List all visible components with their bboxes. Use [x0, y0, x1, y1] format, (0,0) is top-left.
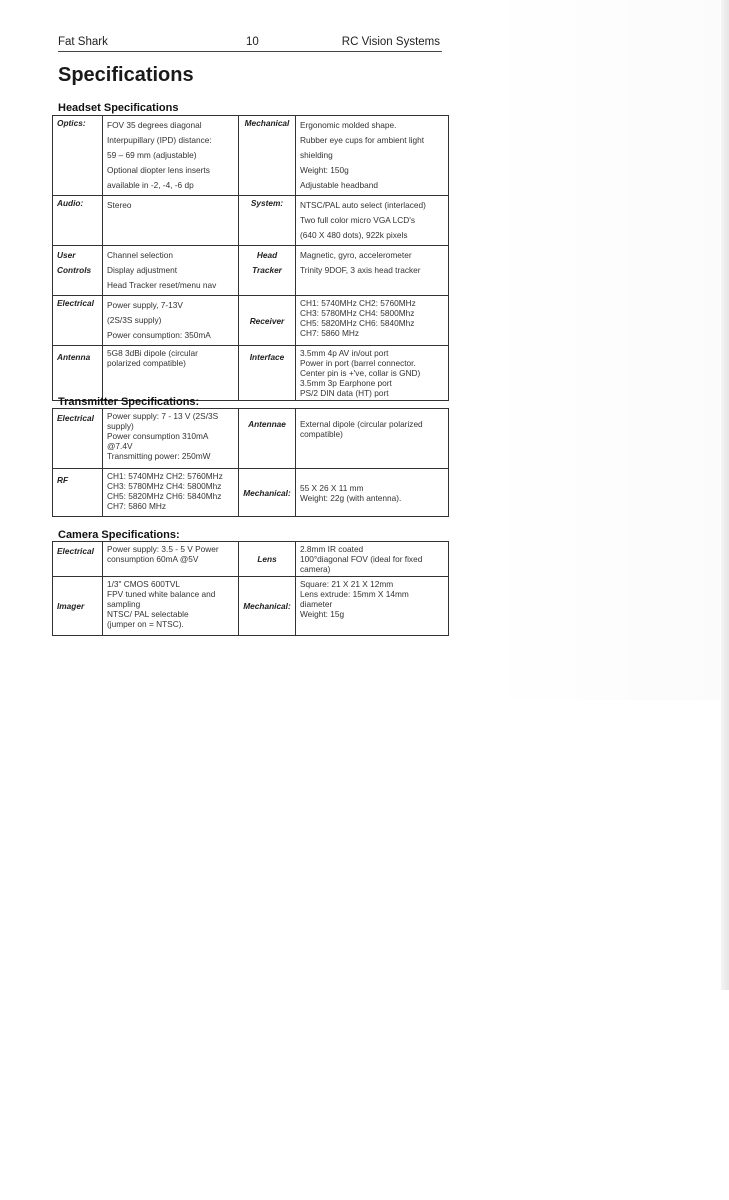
table-row	[53, 577, 449, 636]
spec-value: Channel selection Display adjustment Head Tracker reset/menu nav	[103, 246, 239, 296]
spec-label: Interface	[239, 346, 296, 401]
spec-value: Power supply: 3.5 - 5 V Power consumption 60mA @5V	[103, 542, 239, 577]
spec-label: Lens	[239, 542, 296, 577]
page-title: Specifications	[58, 64, 194, 86]
spec-label: Audio:	[53, 196, 103, 246]
transmitter-spec-table	[52, 408, 449, 517]
spec-label: Imager	[53, 577, 103, 636]
spec-value: CH1: 5740MHz CH2: 5760MHz CH3: 5780MHz CH4: 5800Mhz CH5: 5820MHz CH6: 5840Mhz CH7: 5860 MHz	[103, 469, 239, 517]
spec-value: Power supply: 7 - 13 V (2S/3S supply) Power consumption 310mA @7.4V Transmitting power: 250mW	[103, 409, 239, 469]
table-row	[53, 409, 449, 469]
spec-label: Antennae	[239, 409, 296, 469]
scan-edge	[721, 0, 729, 990]
table-row	[53, 346, 449, 401]
spec-value: 3.5mm 4p AV in/out port Power in port (barrel connector. Center pin is +'ve, collar is GND) 3.5mm 3p Earphone port PS/2 DIN data (HT) port	[296, 346, 449, 401]
table-row	[53, 296, 449, 346]
page-header	[58, 35, 442, 52]
page-number: 10	[246, 36, 259, 48]
spec-label: Mechanical:	[239, 469, 296, 517]
camera-spec-table	[52, 541, 449, 636]
spec-value: FOV 35 degrees diagonal Interpupillary (IPD) distance: 59 – 69 mm (adjustable) Optional diopter lens inserts available in -2, -4, -6 dp	[103, 116, 239, 196]
table-row	[53, 542, 449, 577]
spec-value: 5G8 3dBi dipole (circular polarized compatible)	[103, 346, 239, 401]
spec-value: 1/3" CMOS 600TVL FPV tuned white balance and sampling NTSC/ PAL selectable (jumper on = NTSC).	[103, 577, 239, 636]
table-row	[53, 469, 449, 517]
spec-value: CH1: 5740MHz CH2: 5760MHz CH3: 5780MHz CH4: 5800Mhz CH5: 5820MHz CH6: 5840Mhz CH7: 5860 MHz	[296, 296, 449, 346]
spec-label: Electrical	[53, 409, 103, 469]
header-brand: Fat Shark	[58, 36, 108, 48]
spec-label: Mechanical:	[239, 577, 296, 636]
table-row	[53, 116, 449, 196]
camera-section-title: Camera Specifications:	[58, 529, 180, 541]
spec-value: Ergonomic molded shape. Rubber eye cups for ambient light shielding Weight: 150g Adjustable headband	[296, 116, 449, 196]
spec-label: Electrical	[53, 296, 103, 346]
spec-label: Optics:	[53, 116, 103, 196]
spec-value: External dipole (circular polarized compatible)	[296, 409, 449, 469]
scan-shadow	[480, 0, 720, 700]
spec-value: Square: 21 X 21 X 12mm Lens extrude: 15mm X 14mm diameter Weight: 15g	[296, 577, 449, 636]
spec-label: RF	[53, 469, 103, 517]
transmitter-section-title: Transmitter Specifications:	[58, 396, 200, 408]
header-company: RC Vision Systems	[341, 36, 440, 48]
table-row	[53, 196, 449, 246]
headset-section-title: Headset Specifications	[58, 102, 179, 114]
spec-value: 55 X 26 X 11 mm Weight: 22g (with antenna).	[296, 469, 449, 517]
spec-label: Receiver	[239, 296, 296, 346]
headset-spec-table	[52, 115, 449, 401]
spec-label: User Controls	[53, 246, 103, 296]
spec-value: NTSC/PAL auto select (interlaced) Two full color micro VGA LCD's (640 X 480 dots), 922k pixels	[296, 196, 449, 246]
spec-label: Head Tracker	[239, 246, 296, 296]
spec-label: System:	[239, 196, 296, 246]
spec-value: Stereo	[103, 196, 239, 246]
spec-label: Electrical	[53, 542, 103, 577]
spec-value: Power supply, 7-13V (2S/3S supply) Power consumption: 350mA	[103, 296, 239, 346]
spec-value: 2.8mm IR coated 100°diagonal FOV (ideal for fixed camera)	[296, 542, 449, 577]
spec-value: Magnetic, gyro, accelerometer Trinity 9DOF, 3 axis head tracker	[296, 246, 449, 296]
spec-label: Mechanical	[239, 116, 296, 196]
table-row	[53, 246, 449, 296]
spec-label: Antenna	[53, 346, 103, 401]
